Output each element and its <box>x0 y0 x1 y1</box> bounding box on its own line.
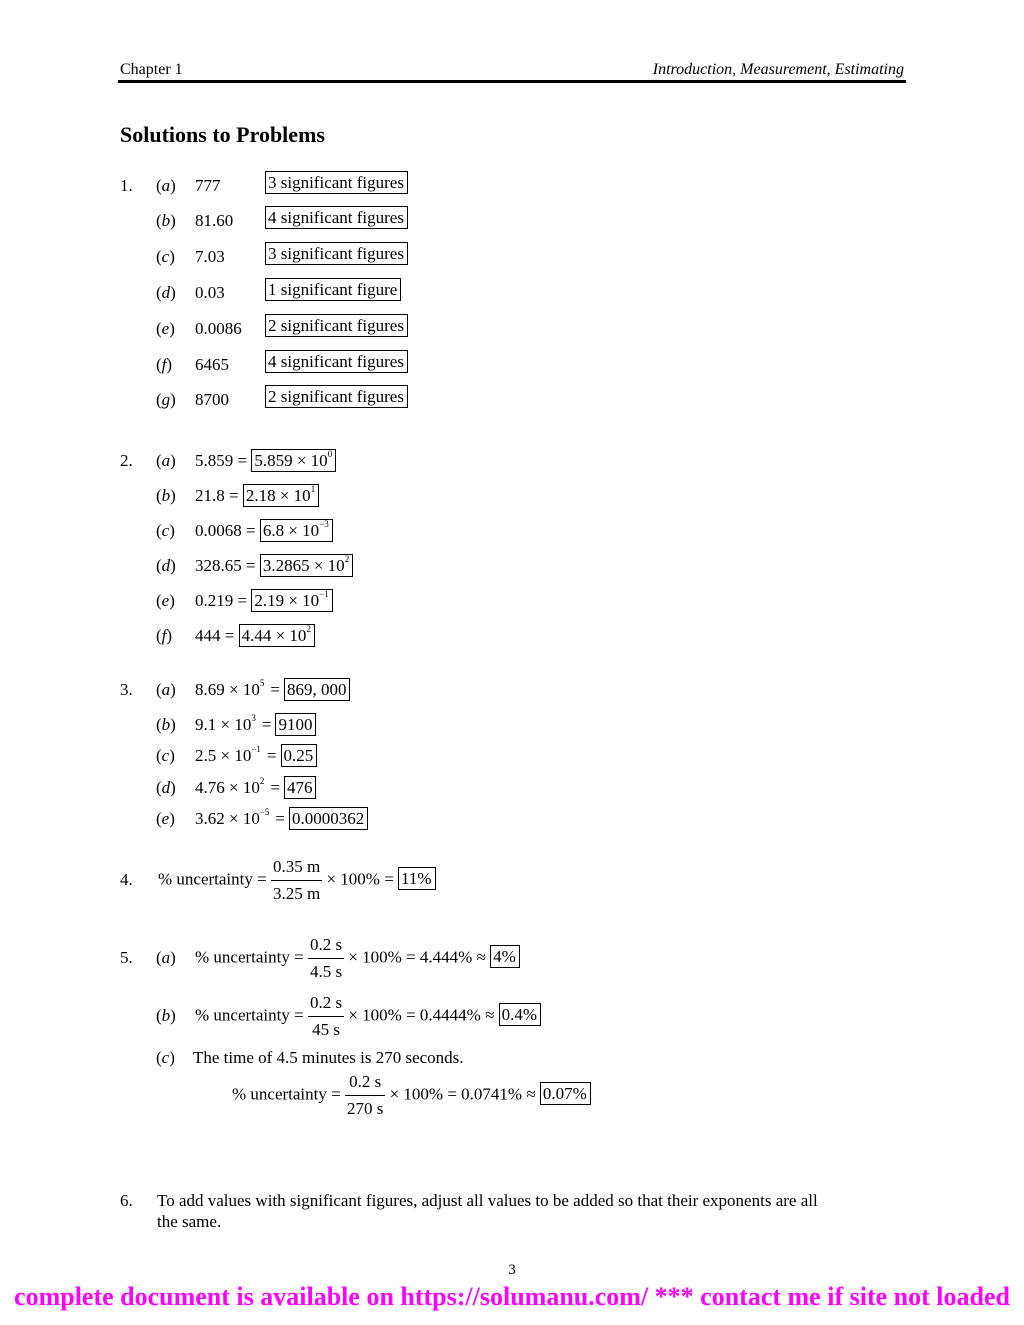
exponent: 0 <box>327 449 333 460</box>
equation-lhs: 0.0068 = <box>195 521 256 540</box>
equals-sign: = <box>275 809 286 828</box>
equation <box>195 778 316 798</box>
fraction <box>271 854 322 907</box>
part-label: (c) <box>156 521 175 540</box>
paragraph-line: the same. <box>157 1212 222 1231</box>
equation-rhs: × 100% = 0.0741% ≈ <box>389 1084 536 1104</box>
numerator: 0.2 s <box>308 990 344 1017</box>
boxed-answer: 476 <box>284 776 317 799</box>
mantissa: 5.859 × 10 <box>254 451 328 470</box>
exponent: 2 <box>306 624 311 635</box>
boxed-answer <box>265 244 408 264</box>
part-label: (d) <box>156 556 176 575</box>
given-value: 8700 <box>195 390 229 409</box>
equals-sign: = <box>266 746 277 765</box>
boxed-answer <box>265 173 408 193</box>
boxed-answer: 4% <box>490 945 520 968</box>
fraction <box>345 1069 385 1122</box>
equation-rhs: × 100% = 4.444% ≈ <box>348 947 486 967</box>
given-value: 777 <box>195 176 221 195</box>
equation-lhs: 328.65 = <box>195 556 256 575</box>
problem-number: 6. <box>120 1191 133 1210</box>
mantissa: 4.76 × 10 <box>195 778 260 797</box>
equation-lhs: % uncertainty = <box>158 869 267 889</box>
part-label: (e) <box>156 591 175 610</box>
fraction <box>308 990 344 1043</box>
exponent: 2 <box>259 776 265 787</box>
boxed-answer <box>265 316 408 336</box>
equation-lhs: 21.8 = <box>195 486 239 505</box>
fraction <box>308 932 344 985</box>
answer-text: 4 significant figures <box>265 206 408 229</box>
part-label: (b) <box>156 211 176 230</box>
equation <box>195 556 353 576</box>
equation-lhs: 0.219 = <box>195 591 248 610</box>
boxed-answer <box>251 589 332 612</box>
equals-sign: = <box>270 680 280 699</box>
equation-rhs: × 100% = <box>326 869 394 889</box>
problem-number: 1. <box>120 176 133 195</box>
part-label: (c) <box>156 1048 175 1067</box>
promo-banner: complete document is available on https://solumanu.com/ *** contact me if site not loaded <box>14 1282 1010 1311</box>
mantissa: 2.18 × 10 <box>245 486 311 505</box>
equation <box>195 626 315 646</box>
boxed-answer: 869, 000 <box>284 678 351 701</box>
part-label: (c) <box>156 247 175 266</box>
equation <box>195 451 336 471</box>
given-value: 7.03 <box>195 247 225 266</box>
boxed-answer: 11% <box>398 867 436 890</box>
equation <box>232 1069 591 1122</box>
given-value: 81.60 <box>195 211 234 230</box>
equation <box>195 990 541 1043</box>
equation <box>195 932 520 985</box>
part-label: (f) <box>156 355 173 374</box>
part-label: (c) <box>156 746 175 765</box>
page-number: 3 <box>508 1262 516 1278</box>
mantissa: 2.19 × 10 <box>254 591 320 610</box>
boxed-answer: 0.25 <box>281 744 318 767</box>
equation <box>195 715 316 735</box>
answer-text: 1 significant figure <box>265 278 401 301</box>
part-label: (b) <box>156 715 176 734</box>
denominator: 3.25 m <box>272 884 321 903</box>
boxed-answer <box>265 352 408 372</box>
answer-text: 3 significant figures <box>265 171 408 194</box>
boxed-answer: 9100 <box>275 713 316 736</box>
equation <box>158 854 436 907</box>
part-label: (b) <box>156 1006 176 1025</box>
section-title: Introduction, Measurement, Estimating <box>652 61 904 78</box>
mantissa: 9.1 × 10 <box>195 715 252 734</box>
boxed-answer <box>265 280 401 300</box>
equation-rhs: × 100% = 0.4444% ≈ <box>348 1005 495 1025</box>
part-label: (a) <box>156 948 176 967</box>
problem-number: 3. <box>120 680 133 699</box>
exponent: −3 <box>319 519 329 530</box>
boxed-answer: 0.07% <box>540 1082 591 1105</box>
part-label: (a) <box>156 680 176 699</box>
denominator: 45 s <box>312 1020 340 1039</box>
equation <box>195 521 333 541</box>
mantissa: 4.44 × 10 <box>241 626 307 645</box>
mantissa: 3.62 × 10 <box>195 809 260 828</box>
part-label: (d) <box>156 778 176 797</box>
denominator: 270 s <box>346 1099 384 1118</box>
equation <box>195 591 333 611</box>
part-label: (a) <box>156 176 176 195</box>
boxed-answer <box>265 208 408 228</box>
given-value: 6465 <box>195 355 229 374</box>
denominator: 4.5 s <box>309 962 343 981</box>
numerator: 0.2 s <box>345 1069 385 1096</box>
boxed-answer <box>239 624 315 647</box>
exponent: −1 <box>251 744 261 755</box>
numerator: 0.2 s <box>308 932 344 959</box>
equation-lhs: 444 = <box>195 626 235 645</box>
equation <box>195 486 319 506</box>
boxed-answer <box>243 484 319 507</box>
problem-number: 5. <box>120 948 133 967</box>
exponent: −5 <box>259 807 270 818</box>
boxed-answer: 0.0000362 <box>289 807 368 830</box>
answer-text: 2 significant figures <box>265 314 408 337</box>
problem-number: 4. <box>120 870 133 889</box>
part-label: (d) <box>156 283 176 302</box>
paragraph-line: To add values with significant figures, adjust all values to be added so that their exponents are all <box>157 1191 818 1210</box>
mantissa: 6.8 × 10 <box>262 521 320 540</box>
equation <box>195 809 368 829</box>
part-label: (e) <box>156 319 175 338</box>
mantissa: 3.2865 × 10 <box>262 556 345 575</box>
exponent: 2 <box>344 554 350 565</box>
mantissa: 2.5 × 10 <box>195 746 252 765</box>
given-value: 0.03 <box>195 283 225 302</box>
boxed-answer: 0.4% <box>499 1003 541 1026</box>
equation-lhs: % uncertainty = <box>195 1005 304 1025</box>
boxed-answer <box>260 519 333 542</box>
part-label: (a) <box>156 451 176 470</box>
equation-lhs: % uncertainty = <box>195 947 304 967</box>
equation-lhs: 5.859 = <box>195 451 248 470</box>
part-label: (f) <box>156 626 173 645</box>
mantissa: 8.69 × 10 <box>195 680 260 699</box>
part-label: (e) <box>156 809 175 828</box>
answer-text: 2 significant figures <box>265 385 408 408</box>
equation-lhs: % uncertainty = <box>232 1084 341 1104</box>
exponent: 3 <box>251 713 256 724</box>
exponent: 1 <box>310 484 316 495</box>
answer-text: 3 significant figures <box>265 242 408 265</box>
equals-sign: = <box>261 715 272 734</box>
numerator: 0.35 m <box>271 854 322 881</box>
boxed-answer <box>260 554 353 577</box>
part-text: The time of 4.5 minutes is 270 seconds. <box>193 1048 464 1067</box>
part-label: (b) <box>156 486 176 505</box>
header-rule <box>118 80 906 83</box>
boxed-answer <box>265 387 408 407</box>
exponent: 5 <box>259 678 265 689</box>
problem-number: 2. <box>120 451 133 470</box>
exponent: −1 <box>319 589 329 600</box>
chapter-label: Chapter 1 <box>120 61 183 78</box>
part-label: (g) <box>156 390 176 409</box>
answer-text: 4 significant figures <box>265 350 408 373</box>
given-value: 0.0086 <box>195 319 242 338</box>
equation <box>195 746 317 766</box>
equals-sign: = <box>270 778 280 797</box>
page-title: Solutions to Problems <box>120 122 325 147</box>
equation <box>195 680 350 700</box>
boxed-answer <box>251 449 336 472</box>
